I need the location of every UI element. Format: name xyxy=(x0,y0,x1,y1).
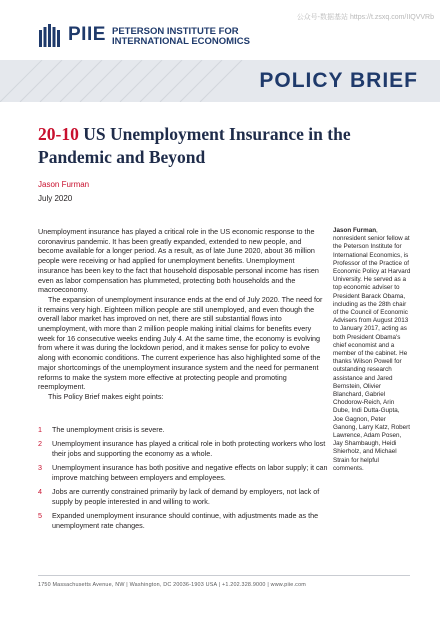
header xyxy=(0,0,440,60)
author-bio-sidebar xyxy=(333,227,411,473)
body-text xyxy=(38,227,324,402)
point-text: Jobs are currently constrained primarily by lack of demand by employers, not lack of supply by people interested in and willing to work. xyxy=(52,487,320,506)
list-item xyxy=(38,425,328,435)
paragraph-2: The expansion of unemployment insurance ends at the end of July 2020. The need for it remains very high. Eighteen million people are still unemployed, and even though the overall labor market has improved on net, there are still substantial flows into unemployment, with more than 2 million people making initial claims for benefits every week for 16 consecutive weeks ending July 4. At the same time, the economy is evolving from where it was during the lockdown period, and it makes sense for policy to evolve along with economic conditions. The current experience has also highlighted some of the major shortcomings of the unemployment insurance system and the need for permanent reforms to make the system more effective at protecting people and promoting reemployment. xyxy=(38,294,323,392)
list-item xyxy=(38,511,328,530)
footer-divider xyxy=(38,575,410,576)
paragraph-1: Unemployment insurance has played a critical role in the US economic response to the coronavirus pandemic. It has been greatly expanded, extended to new people, and become available for a longer period. As a result, as of late June 2020, about 36 million people were receiving or had applied for unemployment benefits. Unemployment insurance has been key to the fact that household disposable personal income has risen even as labor compensation has plummeted, protecting both households and the macroeconomy. xyxy=(38,227,319,295)
point-text: The unemployment crisis is severe. xyxy=(52,425,165,434)
title-text: US Unemployment Insurance in the Pandemic and Beyond xyxy=(38,124,351,167)
point-number: 1 xyxy=(38,425,42,434)
piie-logo-icon xyxy=(38,22,64,48)
point-number: 5 xyxy=(38,510,42,520)
point-number: 3 xyxy=(38,463,42,473)
logo-text: PIIE xyxy=(68,24,106,45)
paragraph-3: This Policy Brief makes eight points: xyxy=(48,391,164,401)
watermark-text: 公众号-数据基站 https://t.zsxq.com/IIQVVRb xyxy=(296,14,434,21)
institute-name xyxy=(112,27,282,47)
publication-date: July 2020 xyxy=(38,194,73,203)
document-title xyxy=(38,123,398,169)
brief-number: 20-10 xyxy=(38,124,79,144)
point-number: 4 xyxy=(38,487,42,497)
policy-brief-banner xyxy=(0,60,440,102)
institute-line-2: INTERNATIONAL ECONOMICS xyxy=(112,36,250,47)
footer-address: 1750 Massachusetts Avenue, NW | Washington, DC 20036-1903 USA | +1.202.328.9000 | www.piie.com xyxy=(38,582,306,588)
point-text: Unemployment insurance has both positive and negative effects on labor supply; it can improve matching between employers and employees. xyxy=(52,463,328,482)
list-item xyxy=(38,439,328,458)
point-text: Expanded unemployment insurance should continue, with adjustments made as the unemployment rate changes. xyxy=(52,510,319,530)
author: Jason Furman xyxy=(38,180,90,189)
point-number: 2 xyxy=(38,439,42,449)
institute-line-1: PETERSON INSTITUTE FOR xyxy=(112,26,239,37)
bio-name: Jason Furman xyxy=(333,227,377,234)
list-item xyxy=(38,463,328,482)
list-item xyxy=(38,487,328,506)
bio-text: , nonresident senior fellow at the Peterson Institute for International Economics, is Professor of the Practice of Economic Policy at Harvard University. He served as a top economic adviser to President Barack Obama, including as the 28th chair of the Council of Economic Advisers from August 2013 to January 2017, acting as both President Obama's chief economist and a member of the cabinet. He thanks Wilson Powell for outstanding research assistance and Jared Bernstein, Olivier Blanchard, Gabriel Chodorow-Reich, Arin Dube, Indi Dutta-Gupta, Joe Gagnon, Peter Ganong, Larry Katz, Robert Lawrence, Adam Posen, Jay Shambaugh, Heidi Shierholz, and Michael Strain for helpful comments. xyxy=(333,227,411,472)
banner-title: POLICY BRIEF xyxy=(259,69,418,92)
points-list xyxy=(38,425,328,535)
point-text: Unemployment insurance has played a critical role in both protecting workers who lost their jobs and supporting the economy as a whole. xyxy=(52,439,326,458)
